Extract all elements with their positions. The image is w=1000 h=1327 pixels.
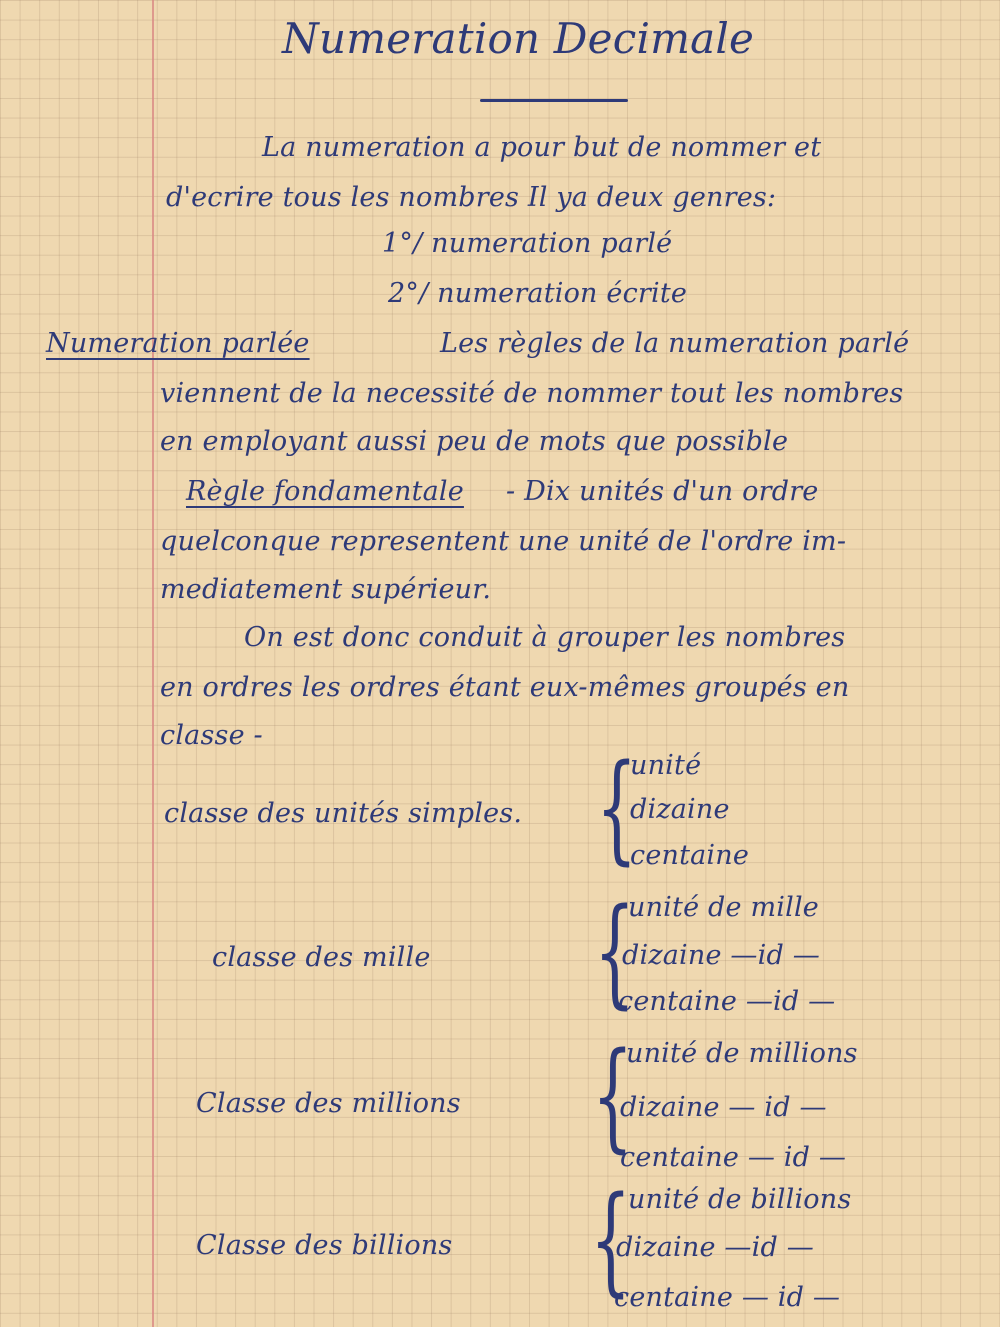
brace-icon: { <box>594 882 636 1020</box>
class-item: dizaine —id — <box>622 940 820 971</box>
class-item: dizaine —id — <box>616 1232 814 1263</box>
margin-line <box>152 0 154 1327</box>
title-underline <box>480 99 628 102</box>
class-name: classe des unités simples. <box>164 798 523 829</box>
rule-line-2: quelconque representent une unité de l'ordre im- <box>160 526 847 557</box>
parlee-line-1: Les règles de la numeration parlé <box>440 328 910 359</box>
intro-line-2: d'ecrire tous les nombres Il ya deux genres: <box>166 182 777 213</box>
brace-icon: { <box>592 1026 634 1164</box>
group-line-1: On est donc conduit à grouper les nombres <box>244 622 846 653</box>
class-item: centaine <box>630 840 750 871</box>
section-heading-parlee: Numeration parlée <box>46 328 310 359</box>
rule-heading: Règle fondamentale <box>186 476 464 507</box>
parlee-line-3: en employant aussi peu de mots que possible <box>160 426 789 457</box>
class-item: centaine — id — <box>620 1142 847 1173</box>
intro-item-2: 2°/ numeration écrite <box>388 278 688 309</box>
intro-item-1: 1°/ numeration parlé <box>382 228 673 259</box>
class-item: dizaine <box>630 794 730 825</box>
group-line-3: classe - <box>160 720 263 751</box>
rule-line-3: mediatement supérieur. <box>160 574 492 605</box>
class-item: dizaine — id — <box>620 1092 827 1123</box>
parlee-line-2: viennent de la necessité de nommer tout les nombres <box>160 378 904 409</box>
class-name: classe des mille <box>212 942 431 973</box>
group-line-2: en ordres les ordres étant eux-mêmes groupés en <box>160 672 850 703</box>
class-name: Classe des millions <box>196 1088 461 1119</box>
page-title: Numeration Decimale <box>282 14 755 63</box>
intro-line-1: La numeration a pour but de nommer et <box>262 132 822 163</box>
class-item: unité <box>630 750 702 781</box>
class-item: unité de mille <box>628 892 819 923</box>
brace-icon: { <box>590 1170 632 1308</box>
class-item: centaine — id — <box>614 1282 841 1313</box>
class-item: unité de billions <box>628 1184 852 1215</box>
brace-icon: { <box>596 738 638 876</box>
rule-line-1: - Dix unités d'un ordre <box>506 476 819 507</box>
class-item: centaine —id — <box>618 986 836 1017</box>
class-item: unité de millions <box>626 1038 858 1069</box>
class-name: Classe des billions <box>196 1230 453 1261</box>
